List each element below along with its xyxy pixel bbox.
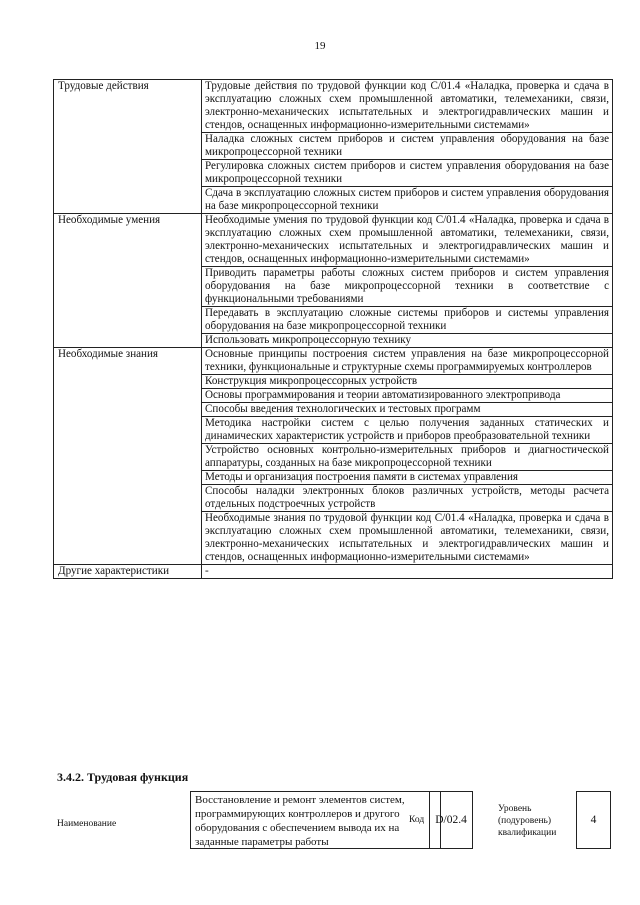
requirement-text: Использовать микропроцессорную технику xyxy=(202,334,613,348)
function-name-label: Наименование xyxy=(57,819,117,829)
requirement-text: Основные принципы построения систем управления на базе микропроцессорной техники, функциональные и структурные схемы программируемых контроллеров xyxy=(202,348,613,375)
requirement-text: Необходимые умения по трудовой функции код С/01.4 «Наладка, проверка и сдача в эксплуатацию сложных схем промышленной автоматики, телемеханики, связи, электронно-механических испытательных и электрогидравлических машин и стендов, оснащенных информационно-измерительными системами» xyxy=(202,214,613,267)
table-row xyxy=(54,214,613,267)
requirement-text: Сдача в эксплуатацию сложных систем приборов и систем управления оборудования на базе микропроцессорной техники xyxy=(202,187,613,214)
page-number: 19 xyxy=(314,40,326,52)
requirements-table xyxy=(53,79,613,579)
requirement-text: Устройство основных контрольно-измерительных приборов и диагностической аппаратуры, созданных на базе микропроцессорной техники xyxy=(202,444,613,471)
function-code-label: Код xyxy=(409,815,425,825)
requirement-text: Трудовые действия по трудовой функции код С/01.4 «Наладка, проверка и сдача в эксплуатацию сложных схем промышленной автоматики, телемеханики, связи, электронно-механических испытательных и электрогидравлических машин и стендов, оснащенных информационно-измерительными системами» xyxy=(202,80,613,133)
level-label-line: (подуровень) xyxy=(498,816,552,826)
requirement-text: Методика настройки систем с целью получения заданных статических и динамических характеристик устройств и приборов преобразовательной техники xyxy=(202,417,613,444)
requirement-text: Регулировка сложных систем приборов и систем управления оборудования на базе микропроцессорной техники xyxy=(202,160,613,187)
requirement-text: - xyxy=(202,565,613,579)
requirement-text: Способы наладки электронных блоков различных устройств, методы расчета отдельных подстроечных устройств xyxy=(202,485,613,512)
row-group-label: Необходимые умения xyxy=(54,214,202,348)
requirement-text: Основы программирования и теории автоматизированного электропривода xyxy=(202,389,613,403)
row-group-label: Другие характеристики xyxy=(54,565,202,579)
requirement-text: Способы введения технологических и тестовых программ xyxy=(202,403,613,417)
level-label-line: Уровень xyxy=(498,804,532,814)
qualification-level-box: 4 xyxy=(576,791,611,849)
table-row xyxy=(54,565,613,579)
requirement-text: Необходимые знания по трудовой функции код С/01.4 «Наладка, проверка и сдача в эксплуатацию сложных схем промышленной автоматики, телемеханики, связи, электронно-механических испытательных и электрогидравлических машин и стендов, оснащенных информационно-измерительными системами» xyxy=(202,512,613,565)
labor-function-row xyxy=(53,791,613,857)
function-name-box: Восстановление и ремонт элементов систем, программирующих контроллеров и другого оборудования с обеспечением вывода их на заданные параметры работы xyxy=(190,791,441,849)
requirement-text: Конструкция микропроцессорных устройств xyxy=(202,375,613,389)
function-code-box: D/02.4 xyxy=(429,791,473,849)
row-group-label: Необходимые знания xyxy=(54,348,202,565)
requirement-text: Приводить параметры работы сложных систем приборов и систем управления оборудования на базе микропроцессорной техники в соответствие с функциональными требованиями xyxy=(202,267,613,307)
requirement-text: Передавать в эксплуатацию сложные системы приборов и системы управления оборудования на базе микропроцессорной техники xyxy=(202,307,613,334)
qualification-level-label xyxy=(498,803,556,839)
table-row xyxy=(54,80,613,133)
row-group-label: Трудовые действия xyxy=(54,80,202,214)
requirement-text: Методы и организация построения памяти в системах управления xyxy=(202,471,613,485)
requirement-text: Наладка сложных систем приборов и систем управления оборудования на базе микропроцессорной техники xyxy=(202,133,613,160)
section-title: 3.4.2. Трудовая функция xyxy=(57,770,189,784)
level-label-line: квалификации xyxy=(498,828,557,838)
table-row xyxy=(54,348,613,375)
